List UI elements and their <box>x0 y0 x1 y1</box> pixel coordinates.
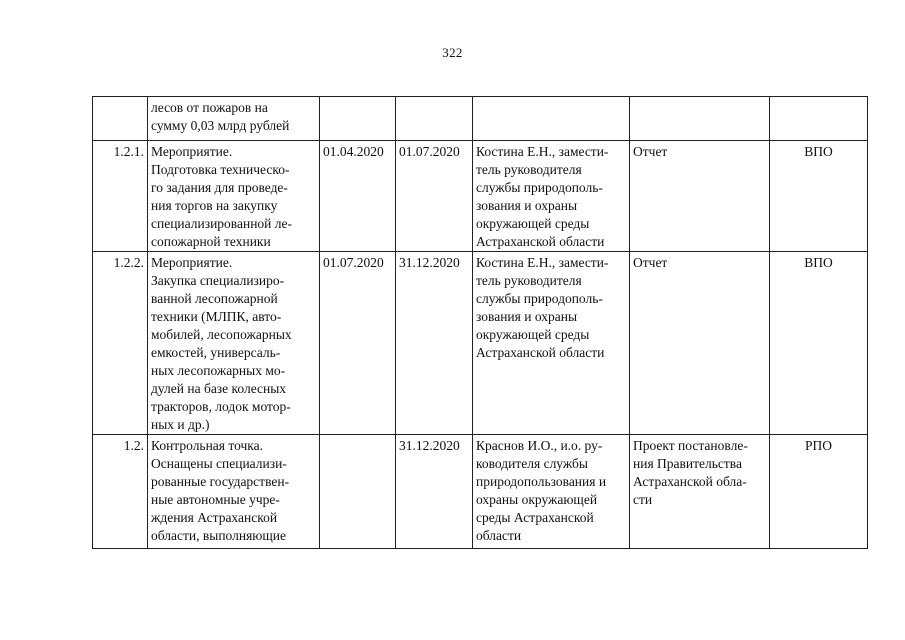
responsible-person-line: Астраханской области <box>476 234 605 249</box>
item-description <box>148 141 320 252</box>
item-description-line: ждения Астраханской <box>151 510 278 525</box>
result-document-line: сти <box>633 492 653 507</box>
item-description <box>148 252 320 435</box>
plan-table-body <box>93 97 868 549</box>
table-row <box>93 435 868 549</box>
table-row <box>93 252 868 435</box>
item-description-line: ния торгов на закупку <box>151 198 278 213</box>
item-description-line: области, выполняющие <box>151 528 286 543</box>
responsible-person-line: окружающей среды <box>476 327 590 342</box>
item-description-line: ные автономные учре- <box>151 492 280 507</box>
responsible-person-line: ководителя службы <box>476 456 588 471</box>
control-level: РПО <box>770 435 868 549</box>
result-document-line: Отчет <box>633 255 668 270</box>
result-document <box>630 97 770 141</box>
result-document-line: Астраханской обла- <box>633 474 747 489</box>
responsible-person <box>473 141 630 252</box>
item-description-line: ных и др.) <box>151 417 210 432</box>
item-number <box>93 97 148 141</box>
item-description <box>148 97 320 141</box>
result-document-line: Проект постановле- <box>633 438 748 453</box>
responsible-person-line: зования и охраны <box>476 309 578 324</box>
item-number: 1.2.1. <box>93 141 148 252</box>
item-number: 1.2.2. <box>93 252 148 435</box>
plan-table <box>92 96 868 549</box>
item-description-line: лесов от пожаров на <box>151 100 268 115</box>
responsible-person-line: службы природополь- <box>476 291 603 306</box>
result-document <box>630 141 770 252</box>
start-date <box>320 97 396 141</box>
item-description-line: сопожарной техники <box>151 234 271 249</box>
control-level: ВПО <box>770 141 868 252</box>
item-description-line: Контрольная точка. <box>151 438 264 453</box>
start-date: 01.04.2020 <box>320 141 396 252</box>
end-date: 31.12.2020 <box>396 435 473 549</box>
item-description-line: Мероприятие. <box>151 144 233 159</box>
start-date: 01.07.2020 <box>320 252 396 435</box>
result-document-line: Отчет <box>633 144 668 159</box>
item-description-line: Оснащены специализи- <box>151 456 287 471</box>
item-description-line: рованные государствен- <box>151 474 290 489</box>
responsible-person-line: Костина Е.Н., замести- <box>476 144 609 159</box>
item-description-line: емкостей, универсаль- <box>151 345 281 360</box>
item-description-line: дулей на базе колесных <box>151 381 287 396</box>
item-description-line: техники (МЛПК, авто- <box>151 309 282 324</box>
responsible-person-line: охраны окружающей <box>476 492 598 507</box>
responsible-person-line: тель руководителя <box>476 162 582 177</box>
responsible-person-line: Астраханской области <box>476 345 605 360</box>
item-number: 1.2. <box>93 435 148 549</box>
control-level <box>770 97 868 141</box>
item-description-line: Закупка специализиро- <box>151 273 285 288</box>
responsible-person-line: окружающей среды <box>476 216 590 231</box>
page-number: 322 <box>442 45 463 60</box>
responsible-person-line: тель руководителя <box>476 273 582 288</box>
item-description-line: ванной лесопожарной <box>151 291 278 306</box>
end-date <box>396 97 473 141</box>
item-description-line: ных лесопожарных мо- <box>151 363 286 378</box>
responsible-person-line: Костина Е.Н., замести- <box>476 255 609 270</box>
item-description-line: мобилей, лесопожарных <box>151 327 292 342</box>
responsible-person-line: среды Астраханской <box>476 510 594 525</box>
responsible-person <box>473 97 630 141</box>
responsible-person-line: зования и охраны <box>476 198 578 213</box>
table-row <box>93 97 868 141</box>
item-description-line: специализированной ле- <box>151 216 292 231</box>
item-description-line: Мероприятие. <box>151 255 233 270</box>
item-description-line: сумму 0,03 млрд рублей <box>151 118 290 133</box>
end-date: 31.12.2020 <box>396 252 473 435</box>
responsible-person <box>473 435 630 549</box>
result-document-line: ния Правительства <box>633 456 742 471</box>
responsible-person-line: природопользования и <box>476 474 607 489</box>
responsible-person-line: области <box>476 528 522 543</box>
responsible-person-line: Краснов И.О., и.о. ру- <box>476 438 603 453</box>
result-document <box>630 435 770 549</box>
item-description-line: Подготовка техническо- <box>151 162 290 177</box>
end-date: 01.07.2020 <box>396 141 473 252</box>
start-date <box>320 435 396 549</box>
result-document <box>630 252 770 435</box>
responsible-person-line: службы природополь- <box>476 180 603 195</box>
item-description <box>148 435 320 549</box>
control-level: ВПО <box>770 252 868 435</box>
responsible-person <box>473 252 630 435</box>
item-description-line: го задания для проведе- <box>151 180 288 195</box>
item-description-line: тракторов, лодок мотор- <box>151 399 291 414</box>
table-row <box>93 141 868 252</box>
